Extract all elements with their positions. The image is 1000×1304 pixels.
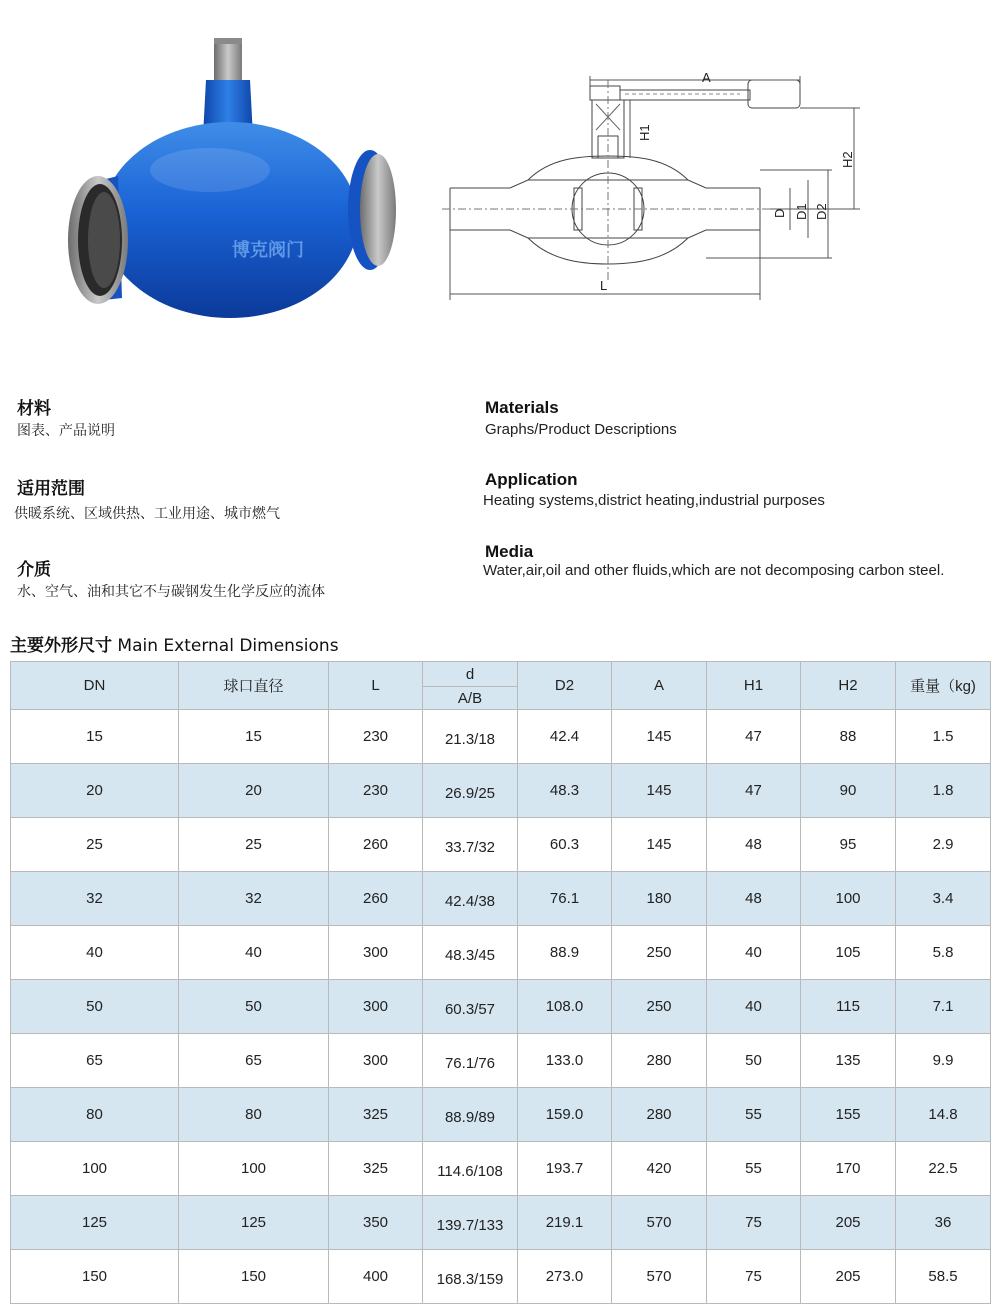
header-a: A <box>612 662 707 710</box>
cell-d2: 133.0 <box>518 1034 612 1088</box>
cell-d2: 88.9 <box>518 926 612 980</box>
cell-dn: 65 <box>11 1034 179 1088</box>
cell-h1: 75 <box>707 1196 801 1250</box>
cell-d2: 48.3 <box>518 764 612 818</box>
table-title-en: Main External Dimensions <box>117 636 339 656</box>
cell-h2: 95 <box>801 818 896 872</box>
cell-weight: 58.5 <box>896 1250 991 1304</box>
header-d-sub: A/B <box>423 687 518 710</box>
cell-h1: 75 <box>707 1250 801 1304</box>
cell-h1: 50 <box>707 1034 801 1088</box>
dimensions-table <box>10 661 991 1304</box>
cell-ball-diameter: 32 <box>179 872 329 926</box>
cell-a: 145 <box>612 764 707 818</box>
table-row <box>11 926 991 980</box>
application-heading-en: Application <box>485 470 578 489</box>
table-row <box>11 1196 991 1250</box>
label-a: A <box>702 70 711 85</box>
cell-d: 76.1/76 <box>423 1034 518 1088</box>
cell-d2: 42.4 <box>518 710 612 764</box>
cell-a: 420 <box>612 1142 707 1196</box>
cell-h2: 135 <box>801 1034 896 1088</box>
watermark-text: 博克阀门 <box>232 240 304 261</box>
table-row <box>11 710 991 764</box>
cell-a: 570 <box>612 1250 707 1304</box>
cell-l: 300 <box>329 980 423 1034</box>
cell-d2: 193.7 <box>518 1142 612 1196</box>
cell-ball-diameter: 40 <box>179 926 329 980</box>
cell-a: 180 <box>612 872 707 926</box>
header-d: d <box>423 662 518 687</box>
label-d2: D2 <box>814 203 829 220</box>
cell-h1: 40 <box>707 926 801 980</box>
valve-photo <box>60 30 400 330</box>
media-heading-cn: 介质 <box>17 560 51 580</box>
table-row <box>11 980 991 1034</box>
cell-d2: 76.1 <box>518 872 612 926</box>
label-d1: D1 <box>794 203 809 220</box>
cell-h2: 88 <box>801 710 896 764</box>
media-text-en: Water,air,oil and other fluids,which are not decomposing carbon steel. <box>483 562 945 579</box>
cell-h1: 47 <box>707 710 801 764</box>
cell-l: 325 <box>329 1142 423 1196</box>
header-h1: H1 <box>707 662 801 710</box>
cell-dn: 50 <box>11 980 179 1034</box>
cell-h1: 55 <box>707 1142 801 1196</box>
cell-h1: 47 <box>707 764 801 818</box>
cell-d: 42.4/38 <box>423 872 518 926</box>
cell-d: 139.7/133 <box>423 1196 518 1250</box>
cell-h2: 90 <box>801 764 896 818</box>
cell-weight: 2.9 <box>896 818 991 872</box>
application-text-cn: 供暖系统、区域供热、工业用途、城市燃气 <box>14 506 280 522</box>
cell-weight: 14.8 <box>896 1088 991 1142</box>
cell-ball-diameter: 25 <box>179 818 329 872</box>
cell-weight: 5.8 <box>896 926 991 980</box>
technical-drawing <box>440 60 870 310</box>
cell-d2: 159.0 <box>518 1088 612 1142</box>
cell-a: 250 <box>612 980 707 1034</box>
header-weight: 重量（kg) <box>896 662 991 710</box>
cell-l: 260 <box>329 872 423 926</box>
cell-h2: 205 <box>801 1250 896 1304</box>
header-ball-diameter: 球口直径 <box>179 662 329 710</box>
cell-l: 300 <box>329 1034 423 1088</box>
cell-d: 48.3/45 <box>423 926 518 980</box>
cell-l: 325 <box>329 1088 423 1142</box>
cell-l: 300 <box>329 926 423 980</box>
header-h2: H2 <box>801 662 896 710</box>
cell-h1: 40 <box>707 980 801 1034</box>
cell-d: 21.3/18 <box>423 710 518 764</box>
cell-l: 400 <box>329 1250 423 1304</box>
cell-d2: 108.0 <box>518 980 612 1034</box>
table-title <box>10 631 339 656</box>
cell-ball-diameter: 65 <box>179 1034 329 1088</box>
cell-a: 145 <box>612 710 707 764</box>
cell-weight: 9.9 <box>896 1034 991 1088</box>
cell-ball-diameter: 20 <box>179 764 329 818</box>
cell-h2: 205 <box>801 1196 896 1250</box>
application-text-en: Heating systems,district heating,industrial purposes <box>483 492 825 509</box>
cell-h2: 100 <box>801 872 896 926</box>
cell-weight: 7.1 <box>896 980 991 1034</box>
cell-d: 26.9/25 <box>423 764 518 818</box>
cell-dn: 15 <box>11 710 179 764</box>
cell-d: 168.3/159 <box>423 1250 518 1304</box>
header-d2: D2 <box>518 662 612 710</box>
table-row <box>11 818 991 872</box>
cell-a: 280 <box>612 1088 707 1142</box>
label-h2: H2 <box>840 151 855 168</box>
cell-ball-diameter: 80 <box>179 1088 329 1142</box>
table-row <box>11 1034 991 1088</box>
cell-h1: 55 <box>707 1088 801 1142</box>
table-row <box>11 764 991 818</box>
label-h1: H1 <box>637 124 652 141</box>
media-text-cn: 水、空气、油和其它不与碳钢发生化学反应的流体 <box>17 584 325 600</box>
label-l: L <box>600 278 608 293</box>
materials-text-en: Graphs/Product Descriptions <box>485 421 677 438</box>
cell-dn: 125 <box>11 1196 179 1250</box>
materials-heading-en: Materials <box>485 398 559 417</box>
cell-weight: 3.4 <box>896 872 991 926</box>
cell-d2: 273.0 <box>518 1250 612 1304</box>
table-row <box>11 1088 991 1142</box>
cell-d: 88.9/89 <box>423 1088 518 1142</box>
cell-d2: 219.1 <box>518 1196 612 1250</box>
cell-h1: 48 <box>707 872 801 926</box>
cell-dn: 40 <box>11 926 179 980</box>
cell-a: 570 <box>612 1196 707 1250</box>
cell-a: 145 <box>612 818 707 872</box>
application-heading-cn: 适用范围 <box>17 479 85 499</box>
cell-ball-diameter: 50 <box>179 980 329 1034</box>
cell-dn: 150 <box>11 1250 179 1304</box>
label-d: D <box>772 208 787 218</box>
cell-dn: 25 <box>11 818 179 872</box>
cell-d: 33.7/32 <box>423 818 518 872</box>
cell-ball-diameter: 150 <box>179 1250 329 1304</box>
table-row <box>11 872 991 926</box>
table-row <box>11 1250 991 1304</box>
cell-l: 230 <box>329 764 423 818</box>
media-heading-en: Media <box>485 542 534 561</box>
cell-dn: 80 <box>11 1088 179 1142</box>
cell-d2: 60.3 <box>518 818 612 872</box>
header-dn: DN <box>11 662 179 710</box>
cell-l: 260 <box>329 818 423 872</box>
cell-ball-diameter: 15 <box>179 710 329 764</box>
cell-dn: 32 <box>11 872 179 926</box>
cell-ball-diameter: 125 <box>179 1196 329 1250</box>
header-l: L <box>329 662 423 710</box>
cell-h2: 170 <box>801 1142 896 1196</box>
cell-d: 60.3/57 <box>423 980 518 1034</box>
cell-weight: 1.8 <box>896 764 991 818</box>
cell-h1: 48 <box>707 818 801 872</box>
cell-a: 280 <box>612 1034 707 1088</box>
cell-dn: 100 <box>11 1142 179 1196</box>
cell-h2: 105 <box>801 926 896 980</box>
cell-a: 250 <box>612 926 707 980</box>
cell-h2: 155 <box>801 1088 896 1142</box>
cell-l: 230 <box>329 710 423 764</box>
cell-weight: 22.5 <box>896 1142 991 1196</box>
cell-weight: 1.5 <box>896 710 991 764</box>
cell-h2: 115 <box>801 980 896 1034</box>
cell-l: 350 <box>329 1196 423 1250</box>
cell-weight: 36 <box>896 1196 991 1250</box>
materials-heading-cn: 材料 <box>17 399 51 419</box>
cell-d: 114.6/108 <box>423 1142 518 1196</box>
cell-dn: 20 <box>11 764 179 818</box>
cell-ball-diameter: 100 <box>179 1142 329 1196</box>
materials-text-cn: 图表、产品说明 <box>17 423 115 439</box>
table-row <box>11 1142 991 1196</box>
table-title-cn: 主要外形尺寸 <box>10 636 112 656</box>
